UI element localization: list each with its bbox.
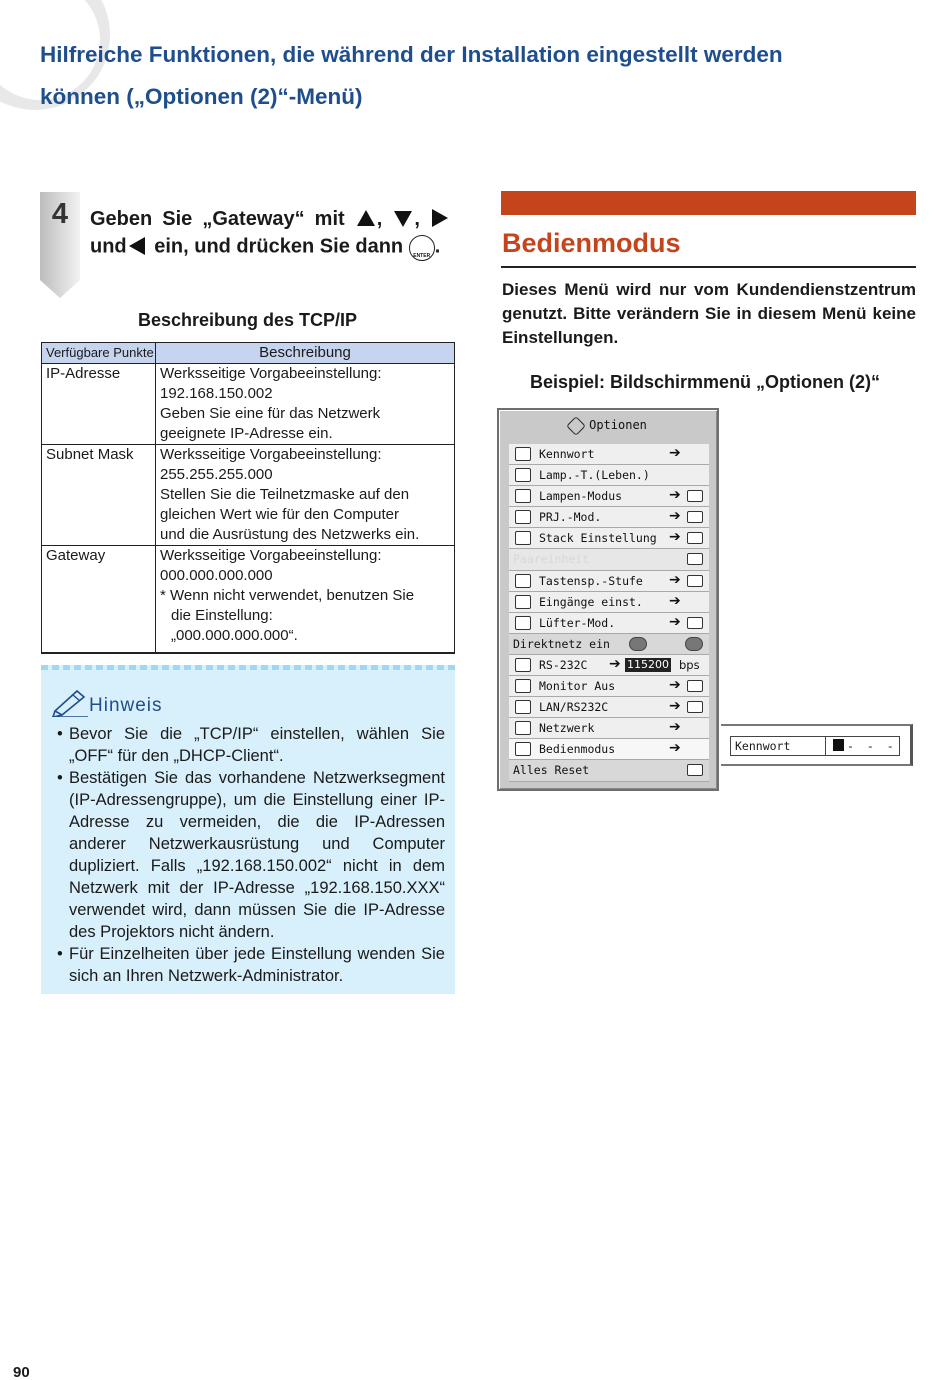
osd-item-label: Eingänge einst. <box>539 594 643 609</box>
osd-item-lamp-timer[interactable] <box>509 465 709 486</box>
step-period: . <box>434 235 441 258</box>
arrow-icon: ➔ <box>669 677 681 694</box>
desc-line: 255.255.255.000 <box>160 466 273 483</box>
desc-line: „000.000.000.000“. <box>171 627 298 644</box>
serial-icon <box>515 658 531 672</box>
arrow-down-icon <box>394 211 412 227</box>
osd-item-inputs[interactable] <box>509 592 709 613</box>
arrow-icon: ➔ <box>669 592 681 609</box>
osd-item-pair <box>509 549 709 570</box>
arrow-icon: ➔ <box>669 740 681 757</box>
osd-item-fan[interactable] <box>509 613 709 634</box>
osd-item-prj-mod[interactable] <box>509 507 709 528</box>
osd-item-label: Netzwerk <box>539 721 595 736</box>
step-number: 4 <box>51 198 69 230</box>
osd-item-label: Lampen-Modus <box>539 489 623 504</box>
osd-item-label: Tastensp.-Stufe <box>539 573 643 588</box>
osd-item-lan-rs232c[interactable] <box>509 697 709 718</box>
step-text-part1: Geben Sie „Gateway“ mit <box>90 208 345 230</box>
step-comma-1: , <box>376 208 383 230</box>
hinweis-box <box>41 665 455 994</box>
table-cell-item: Subnet Mask <box>42 445 156 546</box>
osd-item-service-mode[interactable] <box>509 739 709 760</box>
list-item: • Für Einzelheiten über jede Einstellung wenden Sie sich an Ihren Netzwerk-Administrator. <box>57 943 445 987</box>
arrow-icon: ➔ <box>669 487 681 504</box>
step-text-part2: und <box>90 235 127 258</box>
osd-list <box>509 444 709 782</box>
osd-item-label: Lamp.-T.(Leben.) <box>539 468 650 483</box>
osd-item-label: Stack Einstellung <box>539 531 657 546</box>
hinweis-list <box>57 723 445 987</box>
reset-icon <box>687 764 703 776</box>
desc-line: gleichen Wert wie für den Computer <box>160 506 400 523</box>
options-icon <box>566 416 586 436</box>
osd-item-label: PRJ.-Mod. <box>539 510 602 525</box>
power-on-icon <box>629 637 647 651</box>
step-tab <box>40 192 80 298</box>
lamp-setting-icon <box>687 490 703 502</box>
desc-line: und die Ausrüstung des Netzwerks ein. <box>160 526 420 543</box>
enter-button-icon <box>409 235 435 261</box>
desc-line: Werksseitige Vorgabeeinstellung: <box>160 365 382 382</box>
osd-item-label: Kennwort <box>539 447 595 461</box>
page-number: 90 <box>13 1364 30 1380</box>
page-title <box>40 34 900 118</box>
osd-item-label: Paareinheit <box>513 552 590 567</box>
tcp-ip-table <box>41 342 455 654</box>
osd-item-reset-all[interactable] <box>509 760 709 781</box>
osd-item-network[interactable] <box>509 718 709 739</box>
page-title-line2: können („Optionen (2)“-Menü) <box>40 84 363 109</box>
table-cell-item: Gateway <box>42 546 156 654</box>
kennwort-label: Kennwort <box>735 739 791 753</box>
rs232c-value: 115200 <box>627 657 669 671</box>
osd-item-label: RS-232C <box>539 657 588 672</box>
arrow-icon: ➔ <box>669 698 681 715</box>
list-item: • Bevor Sie die „TCP/IP“ einstellen, wählen Sie „OFF“ für den „DHCP-Client“. <box>57 723 445 767</box>
table-cell-description <box>156 364 455 445</box>
desc-line: geeignete IP-Adresse ein. <box>160 425 333 442</box>
projector-setting-icon <box>687 511 703 523</box>
page-title-line1: Hilfreiche Funktionen, die während der Installation eingestellt werden <box>40 42 783 67</box>
power-off-icon <box>685 637 703 651</box>
projector-icon <box>515 510 531 524</box>
kennwort-dashes: - - - <box>847 739 897 753</box>
fan-icon <box>515 616 531 630</box>
network-icon <box>515 721 531 735</box>
cursor-block <box>833 739 844 751</box>
osd-item-label: LAN/RS232C <box>539 700 609 715</box>
desc-line: 000.000.000.000 <box>160 567 273 584</box>
table-cell-item: IP-Adresse <box>42 364 156 445</box>
kennwort-field[interactable] <box>730 736 900 756</box>
desc-line: Werksseitige Vorgabeeinstellung: <box>160 547 382 564</box>
arrow-icon: ➔ <box>669 613 681 630</box>
section-divider <box>501 266 916 268</box>
pencil-icon <box>51 687 89 717</box>
lock-setting-icon <box>687 575 703 587</box>
osd-item-lamp-mode[interactable] <box>509 486 709 507</box>
arrow-icon: ➔ <box>669 719 681 736</box>
osd-item-label: Lüfter-Mod. <box>539 615 616 630</box>
osd-item-stack[interactable] <box>509 528 709 549</box>
arrow-right-icon <box>432 209 448 227</box>
arrow-icon: ➔ <box>669 571 681 588</box>
osd-item-key-lock[interactable] <box>509 571 709 592</box>
enter-label: ENTER <box>413 253 431 259</box>
table-header-description: Beschreibung <box>156 343 455 364</box>
osd-menu <box>497 408 719 791</box>
osd-header-label: Optionen <box>589 418 647 432</box>
desc-line: Geben Sie eine für das Netzwerk <box>160 405 381 422</box>
table-cell-description <box>156 445 455 546</box>
step-comma-2: , <box>414 208 420 230</box>
rs232c-unit: bps <box>679 657 700 672</box>
stack-icon <box>515 531 531 545</box>
osd-item-monitor-off[interactable] <box>509 676 709 697</box>
osd-item-kennwort[interactable] <box>509 444 709 465</box>
lan-icon <box>515 700 531 714</box>
step-instruction <box>90 206 450 261</box>
fan-setting-icon <box>687 617 703 629</box>
desc-line: Stellen Sie die Teilnetzmaske auf den <box>160 486 410 503</box>
arrow-icon: ➔ <box>669 445 681 461</box>
monitor-setting-icon <box>687 680 703 692</box>
service-icon <box>515 742 531 756</box>
lamp-icon <box>515 489 531 503</box>
osd-item-label: Alles Reset <box>513 763 590 778</box>
table-row <box>42 445 455 546</box>
osd-item-label: Bedienmodus <box>539 742 616 757</box>
arrow-left-icon <box>129 237 145 255</box>
osd-item-label: Monitor Aus <box>539 679 616 694</box>
stack-setting-icon <box>687 532 703 544</box>
input-icon <box>515 595 531 609</box>
section-title: Bedienmodus <box>502 228 681 258</box>
table-header-row <box>42 343 455 364</box>
hinweis-title: Hinweis <box>89 695 163 716</box>
key-icon <box>515 447 531 461</box>
table-title: Beschreibung des TCP/IP <box>137 310 358 330</box>
table-header-items: Verfügbare Punkte <box>42 343 156 364</box>
desc-line: die Einstellung: <box>171 607 273 624</box>
lan-setting-icon <box>687 701 703 713</box>
arrow-icon: ➔ <box>669 508 681 525</box>
table-row <box>42 364 455 445</box>
table-cell-description <box>156 546 455 654</box>
arrow-up-icon <box>357 210 375 226</box>
list-item: • Bestätigen Sie das vorhandene Netzwerksegment (IP-Adressengruppe), um die Einstellung einer IP-Adresse zu vermeiden, die die IP-Adressen anderer Netzwerkausrüstung und Computer dupliziert. Falls „192.168.150.002“ nicht in dem Netzwerk mit der IP-Adresse „192.168.150.XXX“ verwendet wird, dann müssen Sie die IP-Adresse des Projektors nicht ändern. <box>57 767 445 943</box>
example-label: Beispiel: Bildschirmmenü „Optionen (2)“ <box>530 372 881 392</box>
timer-icon <box>515 468 531 482</box>
step-text-part3: ein, und drücken Sie dann <box>154 235 404 258</box>
monitor-icon <box>515 679 531 693</box>
section-bar <box>501 191 916 215</box>
desc-line: Werksseitige Vorgabeeinstellung: <box>160 446 382 463</box>
desc-line: * Wenn nicht verwendet, benutzen Sie <box>160 587 415 604</box>
table-row <box>42 546 455 654</box>
section-description: Dieses Menü wird nur vom Kundendienstzentrum genutzt. Bitte verändern Sie in diesem Menü keine Einstellungen. <box>502 280 916 347</box>
osd-item-rs232c[interactable] <box>509 655 709 676</box>
kennwort-separator <box>825 737 826 755</box>
kennwort-panel <box>721 724 913 766</box>
osd-header <box>499 418 717 433</box>
arrow-icon: ➔ <box>609 655 621 672</box>
osd-item-label: Direktnetz ein <box>513 636 610 651</box>
desc-line: 192.168.150.002 <box>160 385 273 402</box>
kennwort-value <box>833 739 897 753</box>
pair-icon <box>687 553 703 565</box>
lock-icon <box>515 574 531 588</box>
arrow-icon: ➔ <box>669 529 681 546</box>
osd-item-direct-power[interactable] <box>509 634 709 655</box>
